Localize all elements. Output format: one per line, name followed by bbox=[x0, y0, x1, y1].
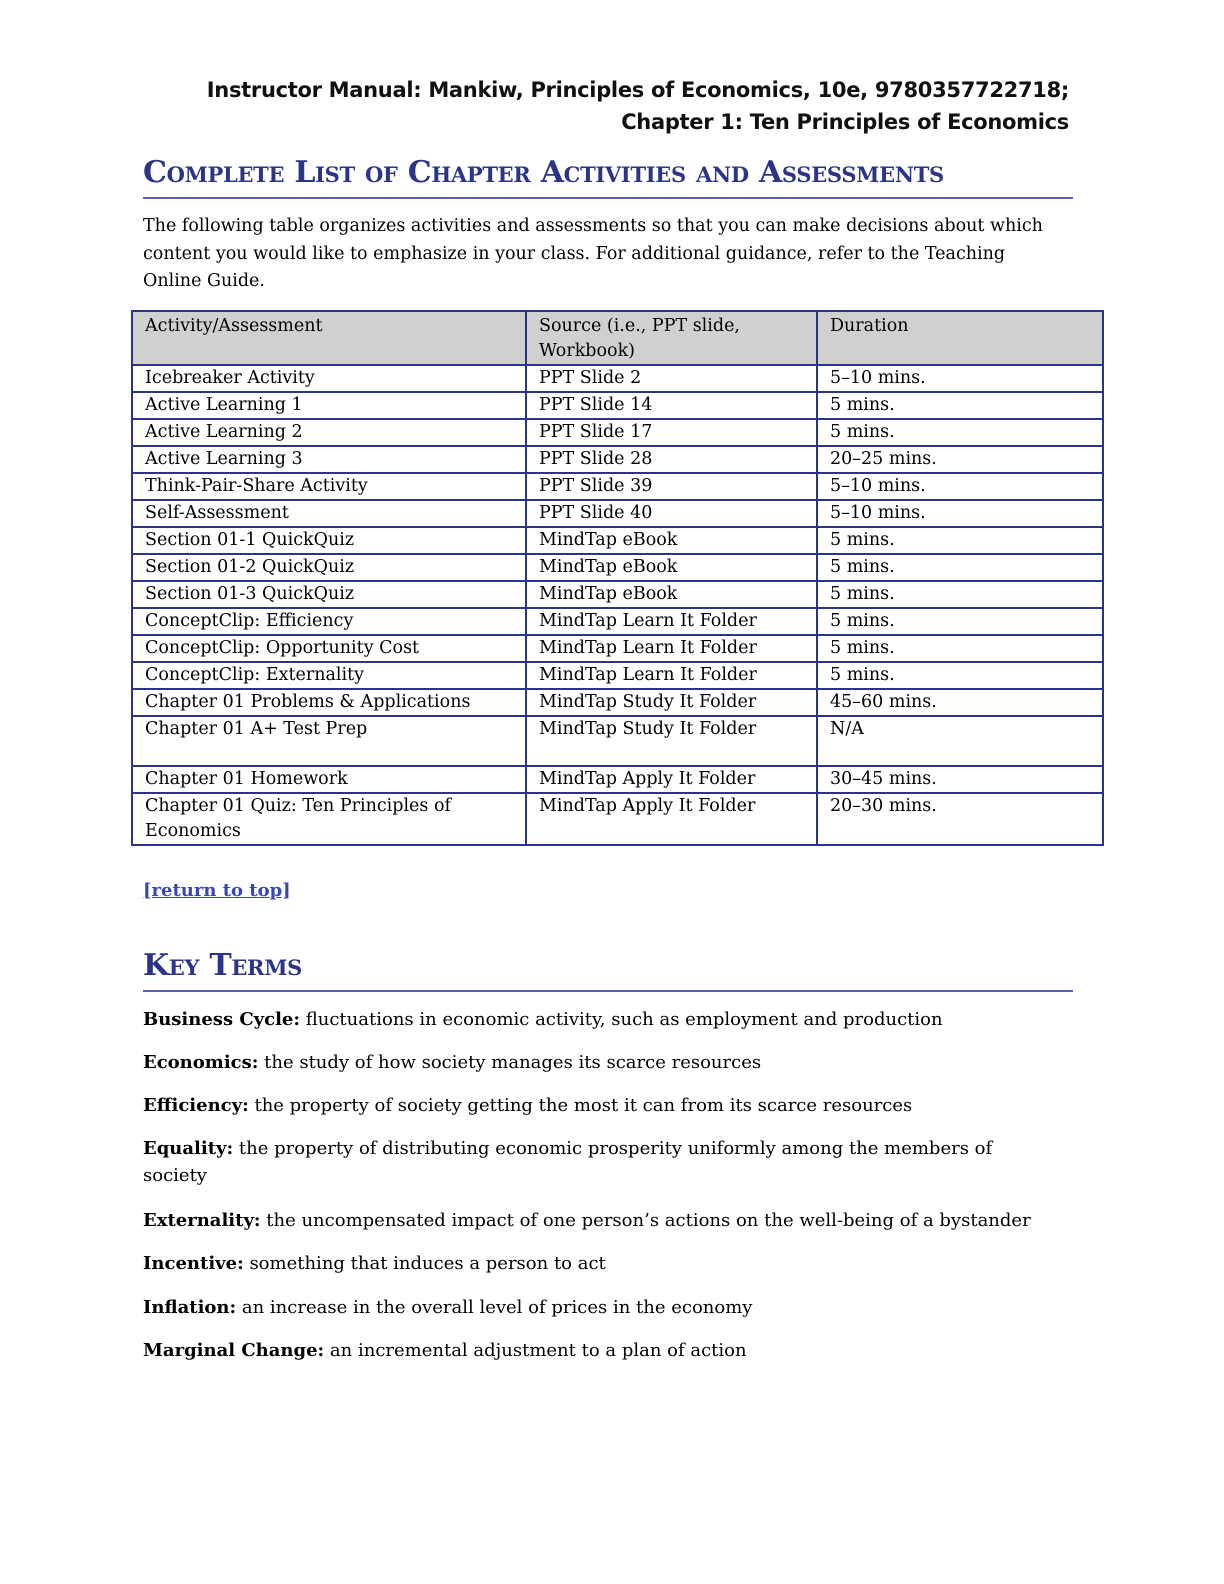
duration-cell: 5 mins. bbox=[817, 554, 1103, 581]
source-cell: MindTap Learn It Folder bbox=[526, 662, 817, 689]
duration-cell: 5 mins. bbox=[817, 635, 1103, 662]
activity-cell: Chapter 01 A+ Test Prep bbox=[132, 716, 526, 766]
activity-cell: Section 01-1 QuickQuiz bbox=[132, 527, 526, 554]
term-definition: the uncompensated impact of one person’s actions on the well-being of a bystander bbox=[260, 1210, 1031, 1231]
table-row bbox=[132, 446, 1103, 473]
duration-cell: 5 mins. bbox=[817, 608, 1103, 635]
term-definition: fluctuations in economic activity, such as employment and production bbox=[300, 1009, 943, 1030]
activity-cell: Self-Assessment bbox=[132, 500, 526, 527]
activity-cell: Active Learning 3 bbox=[132, 446, 526, 473]
term-definition: an increase in the overall level of prices in the economy bbox=[236, 1297, 753, 1318]
duration-cell: 5 mins. bbox=[817, 419, 1103, 446]
table-row bbox=[132, 527, 1103, 554]
term-definition: something that induces a person to act bbox=[243, 1253, 606, 1274]
source-cell: MindTap Apply It Folder bbox=[526, 793, 817, 845]
section-title-activities: Complete List of Chapter Activities and Assessments bbox=[143, 155, 944, 190]
key-term bbox=[143, 1006, 1053, 1033]
duration-cell: 20–25 mins. bbox=[817, 446, 1103, 473]
table-row bbox=[132, 581, 1103, 608]
source-cell: MindTap Learn It Folder bbox=[526, 608, 817, 635]
header-line-1: Instructor Manual: Mankiw, Principles of Economics, 10e, 9780357722718; bbox=[206, 78, 1069, 102]
table-header-row bbox=[132, 311, 1103, 365]
activities-table bbox=[131, 310, 1104, 846]
key-term bbox=[143, 1207, 1053, 1234]
activity-cell: Chapter 01 Quiz: Ten Principles of Economics bbox=[132, 793, 526, 845]
duration-cell: 45–60 mins. bbox=[817, 689, 1103, 716]
source-cell: MindTap Study It Folder bbox=[526, 689, 817, 716]
table-row bbox=[132, 662, 1103, 689]
activity-cell: ConceptClip: Efficiency bbox=[132, 608, 526, 635]
source-cell: PPT Slide 39 bbox=[526, 473, 817, 500]
key-term bbox=[143, 1135, 1053, 1189]
key-term bbox=[143, 1049, 1053, 1076]
term-name: Efficiency: bbox=[143, 1095, 249, 1116]
activity-cell: ConceptClip: Opportunity Cost bbox=[132, 635, 526, 662]
source-cell: MindTap eBook bbox=[526, 527, 817, 554]
table-row bbox=[132, 766, 1103, 793]
activity-cell: Section 01-2 QuickQuiz bbox=[132, 554, 526, 581]
key-term bbox=[143, 1294, 1053, 1321]
term-definition: the property of society getting the most it can from its scarce resources bbox=[248, 1095, 913, 1116]
section-divider bbox=[143, 990, 1073, 992]
term-definition: the study of how society manages its scarce resources bbox=[258, 1052, 762, 1073]
key-term bbox=[143, 1092, 1053, 1119]
running-header bbox=[207, 74, 1069, 138]
source-cell: MindTap eBook bbox=[526, 554, 817, 581]
duration-cell: 30–45 mins. bbox=[817, 766, 1103, 793]
duration-cell: 5–10 mins. bbox=[817, 473, 1103, 500]
duration-cell: 5 mins. bbox=[817, 392, 1103, 419]
column-header: Source (i.e., PPT slide, Workbook) bbox=[526, 311, 817, 365]
term-name: Incentive: bbox=[143, 1253, 244, 1274]
activity-cell: ConceptClip: Externality bbox=[132, 662, 526, 689]
duration-cell: 5–10 mins. bbox=[817, 365, 1103, 392]
key-term bbox=[143, 1337, 1053, 1364]
source-cell: PPT Slide 2 bbox=[526, 365, 817, 392]
table-row bbox=[132, 365, 1103, 392]
column-header: Duration bbox=[817, 311, 1103, 365]
table-row bbox=[132, 716, 1103, 766]
duration-cell: 20–30 mins. bbox=[817, 793, 1103, 845]
source-cell: PPT Slide 40 bbox=[526, 500, 817, 527]
term-name: Economics: bbox=[143, 1052, 259, 1073]
source-cell: PPT Slide 14 bbox=[526, 392, 817, 419]
source-cell: PPT Slide 17 bbox=[526, 419, 817, 446]
key-term bbox=[143, 1250, 1053, 1277]
activity-cell: Icebreaker Activity bbox=[132, 365, 526, 392]
source-cell: MindTap Study It Folder bbox=[526, 716, 817, 766]
term-name: Marginal Change: bbox=[143, 1340, 325, 1361]
section-divider bbox=[143, 197, 1073, 199]
intro-paragraph: The following table organizes activities and assessments so that you can make decisions about which content you would like to emphasize in your class. For additional guidance, refer to the Teaching Online Guide. bbox=[143, 216, 1043, 291]
activity-cell: Chapter 01 Homework bbox=[132, 766, 526, 793]
duration-cell: 5 mins. bbox=[817, 662, 1103, 689]
term-name: Externality: bbox=[143, 1210, 261, 1231]
duration-cell: 5–10 mins. bbox=[817, 500, 1103, 527]
term-name: Inflation: bbox=[143, 1297, 237, 1318]
table-row bbox=[132, 473, 1103, 500]
term-name: Equality: bbox=[143, 1138, 234, 1159]
table-row bbox=[132, 793, 1103, 845]
duration-cell: N/A bbox=[817, 716, 1103, 766]
table-row bbox=[132, 635, 1103, 662]
table-row bbox=[132, 554, 1103, 581]
activity-cell: Section 01-3 QuickQuiz bbox=[132, 581, 526, 608]
column-header: Activity/Assessment bbox=[132, 311, 526, 365]
source-cell: MindTap eBook bbox=[526, 581, 817, 608]
term-definition: the property of distributing economic prosperity uniformly among the members of society bbox=[143, 1138, 993, 1186]
table-row bbox=[132, 392, 1103, 419]
return-to-top-link[interactable]: [return to top] bbox=[143, 880, 291, 901]
activity-cell: Active Learning 2 bbox=[132, 419, 526, 446]
duration-cell: 5 mins. bbox=[817, 581, 1103, 608]
duration-cell: 5 mins. bbox=[817, 527, 1103, 554]
activity-cell: Active Learning 1 bbox=[132, 392, 526, 419]
term-definition: an incremental adjustment to a plan of action bbox=[324, 1340, 747, 1361]
table-row bbox=[132, 608, 1103, 635]
activity-cell: Think-Pair-Share Activity bbox=[132, 473, 526, 500]
source-cell: MindTap Learn It Folder bbox=[526, 635, 817, 662]
source-cell: MindTap Apply It Folder bbox=[526, 766, 817, 793]
table-row bbox=[132, 500, 1103, 527]
header-line-2: Chapter 1: Ten Principles of Economics bbox=[621, 110, 1069, 134]
activity-cell: Chapter 01 Problems & Applications bbox=[132, 689, 526, 716]
table-row bbox=[132, 419, 1103, 446]
section-title-key-terms: Key Terms bbox=[143, 948, 303, 983]
term-name: Business Cycle: bbox=[143, 1009, 301, 1030]
source-cell: PPT Slide 28 bbox=[526, 446, 817, 473]
table-row bbox=[132, 689, 1103, 716]
